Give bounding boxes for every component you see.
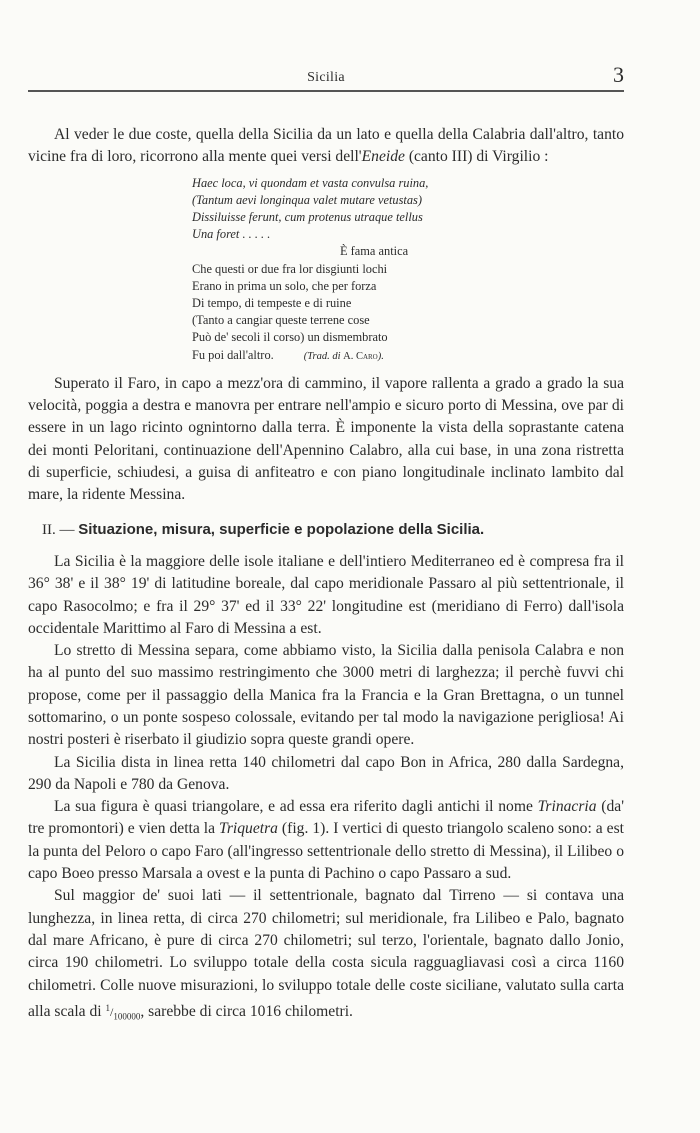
section-heading [28,519,624,541]
trinacria-italic: Trinacria [537,798,597,816]
italian-verse: (Tanto a cangiar queste terrene cose [192,313,370,328]
paragraph-text: La sua figura è quasi triangolare, e ad essa era riferito dagli antichi il nome [54,798,538,816]
paragraph-text: (da' tre promontori) e vien detta la [28,798,624,838]
paragraph-text: Al veder le due coste, quella della Sicilia da un lato e quella della Calabria dall'altro, tanto vicine fra di loro, ricorrono alla mente quei versi dell' [28,126,624,166]
latin-verse: (Tantum aevi longinqua valet mutare vetustas) [192,192,422,207]
italian-verse: È fama antica [340,244,409,259]
paragraph-distances: La Sicilia dista in linea retta 140 chilometri dal capo Bon in Africa, 280 dalla Sardegna, 290 da Napoli e 780 da Genova. [28,753,624,793]
latin-verse: Una foret . . . . . [192,227,271,242]
page-header [28,62,624,92]
italian-verse: Di tempo, di tempeste e di ruine [192,296,352,311]
section-number: II. — [42,521,79,538]
paragraph-shape [28,796,624,885]
verse-quotation [192,175,624,365]
fraction-denominator: 100000 [113,1011,141,1022]
triquetra-italic: Triquetra [219,820,278,838]
eneide-italic: Eneide [361,148,405,166]
paragraph-text: (fig. 1). I vertici di questo triangolo scaleno sono: a est la punta del Peloro o capo Faro (all'ingresso settentrionale dello stretto di Messina), il Lilibeo o capo Boeo presso Marsala a ovest e la punta di Pachino o capo Passaro a sud. [28,820,624,883]
fraction-numerator: 1 [105,1002,110,1013]
paragraph-text: , sarebbe di circa 1016 chilometri. [140,1002,353,1020]
attribution-text: ). [377,350,384,362]
italian-verse: Erano in prima un solo, che per forza [192,278,377,293]
paragraph-intro [28,124,624,169]
running-head: Sicilia [307,70,345,85]
italian-verse: Può de' secoli il corso) un dismembrato [192,330,388,345]
italian-verse-text: Fu poi dall'altro. [192,347,274,362]
attribution-text: (Trad. di [303,350,344,362]
latin-verse: Haec loca, vi quondam et vasta convulsa ruina, [192,175,429,190]
paragraph-strait: Lo stretto di Messina separa, come abbiamo visto, la Sicilia dalla penisola Calabra e non ha al punto del suo massimo restringimento che 3000 metri di larghezza; il perchè fuvvi chi propose, come per il passaggio della Manica fra la Francia e la Gran Brettagna, o un tunnel sottomarino, o un ponte sospeso colossale, evitando per tal modo la navigazione perigliosa! Ai nostri posteri è riserbato il giudizio sopra queste grandi opere. [28,642,624,749]
italian-verse-last [192,347,624,365]
page-body [28,124,624,1028]
paragraph-position: La Sicilia è la maggiore delle isole italiane e dell'intiero Mediterraneo ed è compresa fra il 36° 38' e il 38° 19' di latitudine boreale, dal capo meridionale Passaro al più settentrionale, il capo Rasocolmo; e fra il 29° 37' ed il 33° 22' longitudine est (meridiano di Ferro) dall'isola occidentale Marittimo al Faro di Messina a est. [28,552,624,637]
italian-verse: Che questi or due fra lor disgiunti lochi [192,261,388,276]
paragraph-text: (canto III) di Virgilio : [404,148,549,166]
latin-verse: Dissiluisse ferunt, cum protenus utraque tellus [192,210,423,224]
section-title: Situazione, misura, superficie e popolazione della Sicilia. [78,520,485,538]
paragraph-coastline [28,885,624,1027]
paragraph-messina: Superato il Faro, in capo a mezz'ora di cammino, il vapore rallenta a grado a grado la sua velocità, poggia a destra e manovra per entrare nell'ampio e sicuro porto di Messina, ove par di essere in un lago ricinto ognintorno dalla terra. È imponente la vista della soprastante catena dei monti Peloritani, continuazione dell'Apennino Calabro, alla cui base, in una zona ristretta di superficie, schiudesi, a guisa di anfiteatro e con piano longitudinale inclinato lambito dal mare, la ridente Messina. [28,374,624,504]
attribution-translator: A. Caro [343,350,378,362]
scale-fraction: $^1/_{100000}$ [105,1002,141,1022]
paragraph-text: Sul maggior de' suoi lati — il settentrionale, bagnato dal Tirreno — si contava una lunghezza, in linea retta, di circa 270 chilometri; sul meridionale, fra Lilibeo e Palo, bagnato dal mare Africano, è pure di circa 270 chilometri; sul terzo, l'orientale, bagnato dallo Jonio, circa 190 chilometri. Lo sviluppo totale della costa sicula ragguagliavasi così a circa 1160 chilometri. Colle nuove misurazioni, lo sviluppo totale delle coste siciliane, valutato sulla carta alla scala di [28,887,624,1020]
page-number: 3 [613,62,624,87]
translation-attribution [304,351,384,362]
